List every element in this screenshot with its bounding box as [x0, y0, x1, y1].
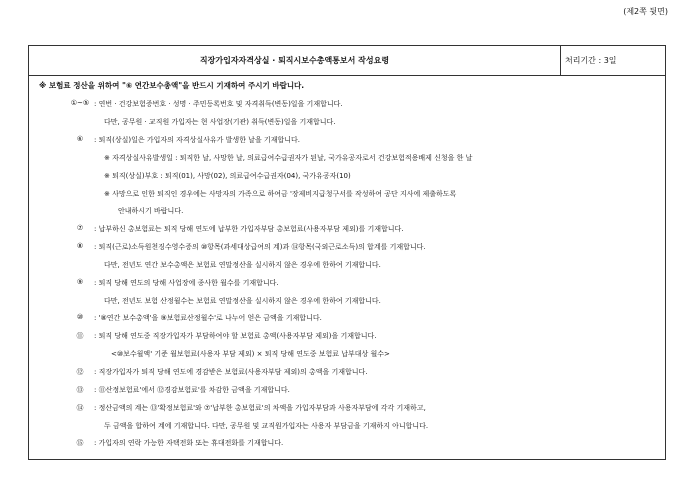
item-line: : '⑧연간 보수총액'을 ⑨보험료산정월수'로 나누어 얻은 금액을 기재합니다. — [94, 314, 322, 322]
processing-deadline: 처리기간 : 3일 — [560, 46, 665, 75]
item-line: : 퇴직 당해 연도중 직장가입자가 부담하여야 할 보험료 총액(사용자부담 제외)을 기재합니다. — [94, 332, 377, 340]
item-line: 다만, 전년도 연간 보수총액은 보험료 연말정산을 실시하지 않은 경우에 한하여 기재합니다. — [104, 261, 381, 269]
item-line: 안내하시기 바랍니다. — [118, 207, 184, 215]
notice-text: ※ 보험료 정산을 위하여 "⑥ 연간보수총액"을 반드시 기재하여 주시기 바랍니다. — [39, 81, 305, 90]
item-line: <⑩보수월액' 기준 월보험료(사용자 부담 제외) × 퇴직 당해 연도중 보험료 납부대상 월수> — [111, 350, 390, 358]
form-header — [29, 46, 665, 76]
item-line: : 정산금액의 계는 ⑬'확정보험료'와 ⑦'납부한 총보험료'의 차액을 가입자부담과 사용자부담에 각각 기재하고, — [94, 404, 426, 412]
item-line: ※ 퇴직(상실)부호 : 퇴직(01), 사망(02), 의료급여수급권자(04), 국가유공자(10) — [104, 172, 351, 180]
item-number: ⑧ — [76, 242, 84, 250]
item-line: : 직장가입자가 퇴직 당해 연도에 경감받은 보험료(사용자부담 제외)의 총액을 기재합니다. — [94, 368, 368, 376]
item-line: : 퇴직 당해 연도의 당해 사업장에 종사한 월수를 기재합니다. — [94, 279, 279, 287]
item-number: ①~⑤ — [70, 99, 90, 107]
instruction-form — [28, 45, 666, 460]
item-line: : 퇴직(근로)소득원천징수영수증의 ⑩항목(과세대상급여의 계)과 ⑭항목(국외근로소득)의 합계를 기재합니다. — [94, 243, 426, 251]
item-line: : 납부하신 총보험료는 퇴직 당해 연도에 납부한 가입자부담 총보험료(사용자부담 제외)를 기재합니다. — [94, 225, 404, 233]
item-number: ⑥ — [76, 135, 84, 143]
item-number: ⑬ — [76, 386, 84, 394]
item-number: ⑭ — [76, 404, 84, 412]
item-line: : ⑪산정보험료'에서 ⑫경감보험료'를 차감한 금액을 기재합니다. — [94, 386, 290, 394]
item-line: : 퇴직(상실)일은 가입자의 자격상실사유가 발생한 날을 기재합니다. — [94, 136, 300, 144]
item-number: ⑫ — [76, 368, 84, 376]
item-number: ⑪ — [76, 332, 84, 340]
item-line: ※ 사망으로 인한 퇴직인 경우에는 사망자의 가족으로 하여금 '장제비지급청구서를 작성하여 공단 지사에 제출하도록 — [104, 190, 457, 198]
item-line: 두 금액을 합하여 계에 기재합니다. 다만, 공무원 및 교직원가입자는 사용자 부담금을 기재하지 아니합니다. — [104, 422, 429, 430]
item-number: ⑮ — [76, 439, 84, 447]
page-label: (제2쪽 뒷면) — [623, 7, 668, 16]
item-number: ⑩ — [76, 313, 84, 321]
item-line: 다만, 전년도 보험 산정월수는 보험료 연말정산을 실시하지 않은 경우에 한하여 기재합니다. — [104, 297, 381, 305]
item-number: ⑨ — [76, 278, 84, 286]
item-line: ※ 자격상실사유발생일 : 퇴직한 날, 사망한 날, 의료급여수급권자가 된날, 국가유공자로서 건강보험적용배제 신청을 한 날 — [104, 154, 473, 162]
item-line: : 연번 · 건강보험증번호 · 성명 · 주민등록번호 및 자격취득(변동)일을 기재합니다. — [94, 100, 343, 108]
item-line: : 가입자의 연락 가능한 자택전화 또는 휴대전화를 기재합니다. — [94, 439, 284, 447]
document-title: 직장가입자자격상실 · 퇴직시보수총액통보서 작성요령 — [199, 56, 390, 65]
item-line: 다만, 공무원 · 교직원 가입자는 현 사업장(기관) 취득(변동)일을 기재합니다. — [104, 118, 336, 126]
item-number: ⑦ — [76, 224, 84, 232]
